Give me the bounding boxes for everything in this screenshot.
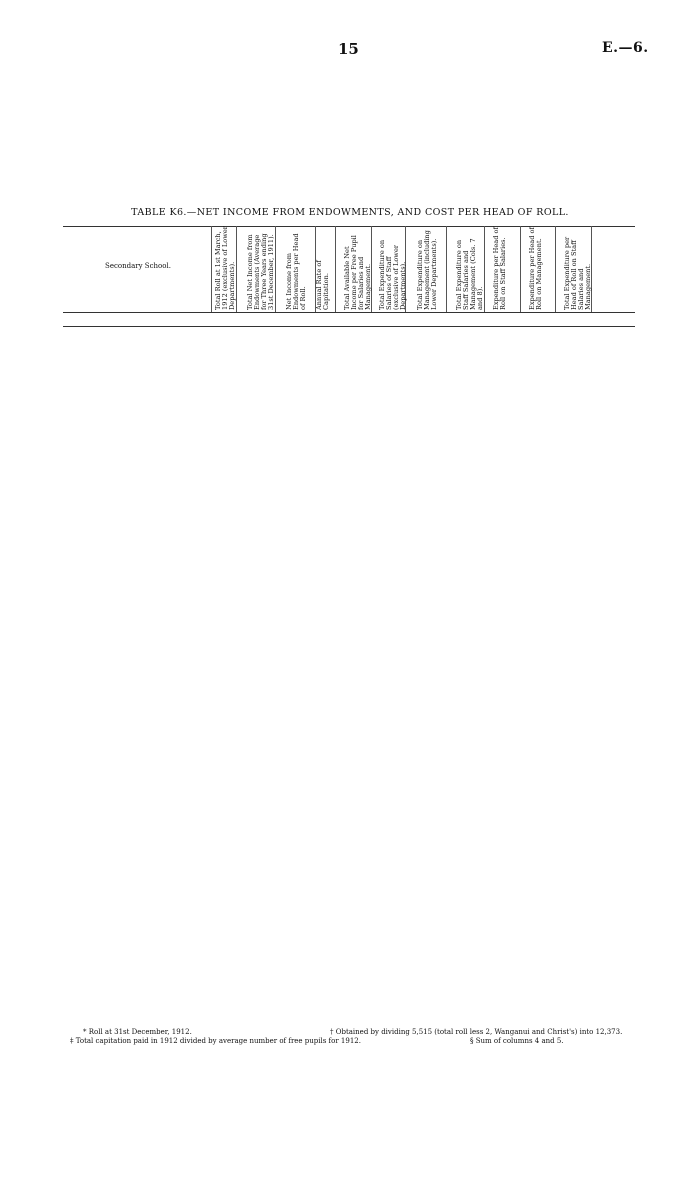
table-caption: TABLE K6.—NET INCOME FROM ENDOWMENTS, AND COST PER HEAD OF ROLL. bbox=[131, 207, 569, 218]
column-header bbox=[276, 226, 316, 312]
page-number: 15 bbox=[338, 40, 359, 58]
column-label: Expenditure per Head of Roll on Management. bbox=[527, 227, 543, 310]
footnote-dagger: † Obtained by dividing 5,515 (total roll less 2, Wanganui and Christ's) into 12,373. bbox=[330, 1028, 623, 1036]
column-label: Net Income from Endowments per Head of Roll. bbox=[285, 233, 307, 310]
column-label: Total Expenditure on Salaries of Staff (exclusive of Lower Departments). bbox=[378, 239, 407, 310]
column-header bbox=[406, 226, 447, 312]
column-label: Total Expenditure per Head of Roll on Staff Salaries and Management. bbox=[563, 236, 592, 310]
column-label: Total Net Income from Endowments (Average for Three Years ending 31st December, 1911). bbox=[246, 233, 275, 310]
column-header bbox=[372, 226, 406, 312]
colnum-rule bbox=[63, 326, 635, 327]
header-bottom-rule bbox=[63, 312, 635, 313]
column-label: Total Available Net Income per Free Pupil for Salaries and Management. bbox=[343, 235, 372, 310]
page-reference: E.—6. bbox=[602, 40, 649, 56]
column-label: Total Expenditure on Management (including Lower Departments). bbox=[415, 230, 438, 310]
column-label: Annual Rate of Capitation. bbox=[315, 260, 330, 310]
column-label: Expenditure per Head of Roll on Staff Salaries. bbox=[492, 227, 507, 310]
column-label: Total Roll at 1st March, 1912 (exclusive of Lower Departments). bbox=[214, 226, 236, 310]
column-header bbox=[336, 226, 372, 312]
column-label: Secondary School. bbox=[105, 262, 171, 270]
column-header bbox=[211, 226, 237, 312]
footnote-ddagger: ‡ Total capitation paid in 1912 divided by average number of free pupils for 1912. bbox=[70, 1037, 361, 1045]
column-header bbox=[447, 226, 485, 312]
column-header bbox=[556, 226, 592, 312]
column-header bbox=[316, 226, 336, 312]
footnote-star: * Roll at 31st December, 1912. bbox=[83, 1028, 192, 1036]
column-header bbox=[485, 226, 521, 312]
column-label: Total Expenditure on Staff Salaries and Management (Cols. 7 and 8). bbox=[455, 238, 484, 310]
column-header bbox=[238, 226, 276, 312]
column-header bbox=[592, 226, 632, 312]
footnote-section: § Sum of columns 4 and 5. bbox=[470, 1037, 564, 1045]
column-header bbox=[521, 226, 556, 312]
